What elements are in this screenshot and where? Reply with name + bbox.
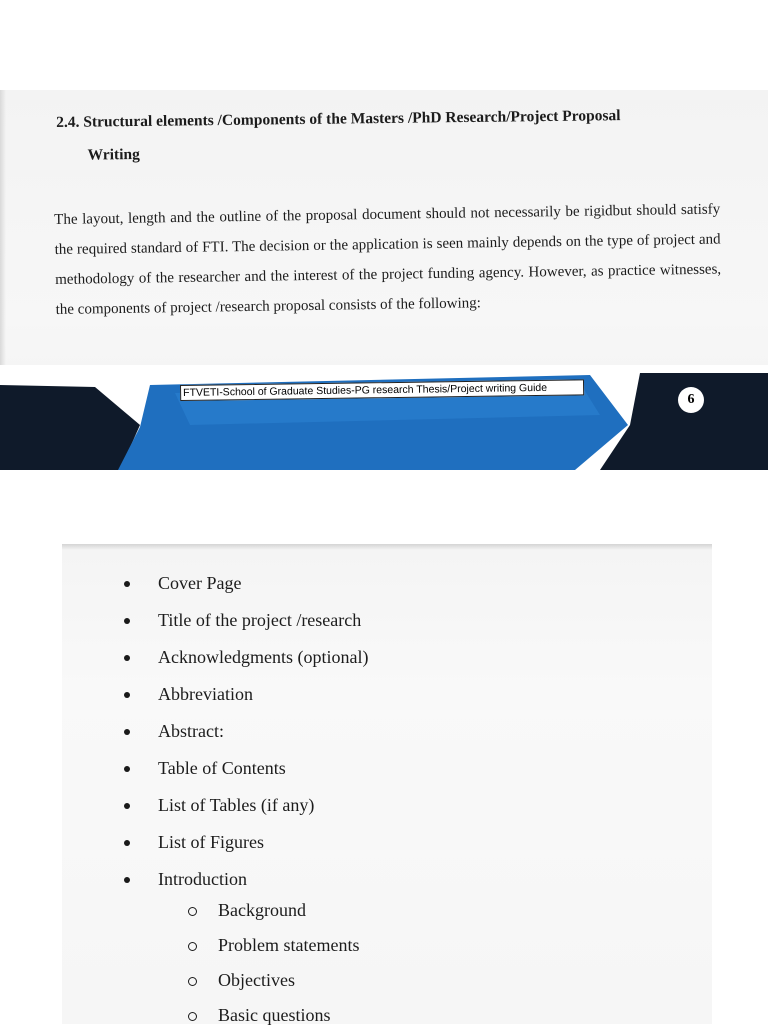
list-item [124,605,544,642]
sub-list-item-label: Background [218,900,306,920]
sub-list-item [186,1000,506,1035]
guide-title: FTVETI-School of Graduate Studies-PG research Thesis/Project writing Guide [180,379,584,401]
list-item-label: Table of Contents [158,758,286,778]
circle-bullet-icon [188,1012,197,1021]
bullet-icon [124,581,130,587]
list-item [124,753,544,790]
sub-list-item [186,965,506,1000]
document-page-top [0,90,768,470]
list-item-label: List of Figures [158,832,264,852]
list-item-label: Acknowledgments (optional) [158,647,369,667]
page-footer [0,365,768,470]
list-item-label: Abstract: [158,721,224,741]
list-item-label: Cover Page [158,573,242,593]
footer-decoration [0,365,768,470]
sub-list-item-label: Problem statements [218,935,360,955]
bullet-icon [124,655,130,661]
bullet-icon [124,877,130,883]
intro-paragraph: The layout, length and the outline of the proposal document should not necessarily be rigidbut should satisfy the required standard of FTI. The decision or the application is seen mainly depends on the type of project and methodology of the researcher and the interest of the project funding agency. However, as practice witnesses, the components of project /research proposal consists of the following: [54,201,722,318]
circle-bullet-icon [188,942,197,951]
list-item [124,642,544,679]
sub-list-item-label: Basic questions [218,1005,331,1025]
section-heading-line2: Writing [87,145,140,164]
introduction-sublist [186,895,506,1035]
circle-bullet-icon [188,977,197,986]
list-item [124,568,544,605]
bullet-icon [124,803,130,809]
list-item-label: Abbreviation [158,684,253,704]
list-item [124,827,544,864]
list-item [124,716,544,753]
page-number: 6 [678,387,704,413]
bullet-icon [124,766,130,772]
bullet-icon [124,840,130,846]
bullet-icon [124,729,130,735]
list-item-label: List of Tables (if any) [158,795,315,815]
section-heading-line1: 2.4. Structural elements /Components of the Masters /PhD Research/Project Proposal [56,107,621,131]
list-item [124,679,544,716]
section-heading [56,98,707,172]
sub-list-item-label: Objectives [218,970,295,990]
bullet-icon [124,692,130,698]
sub-list-item [186,930,506,965]
list-item-label: Introduction [158,869,247,889]
circle-bullet-icon [188,907,197,916]
bullet-icon [124,618,130,624]
sub-list-item [186,895,506,930]
components-list [124,568,544,901]
list-item-label: Title of the project /research [158,610,362,630]
list-item [124,790,544,827]
